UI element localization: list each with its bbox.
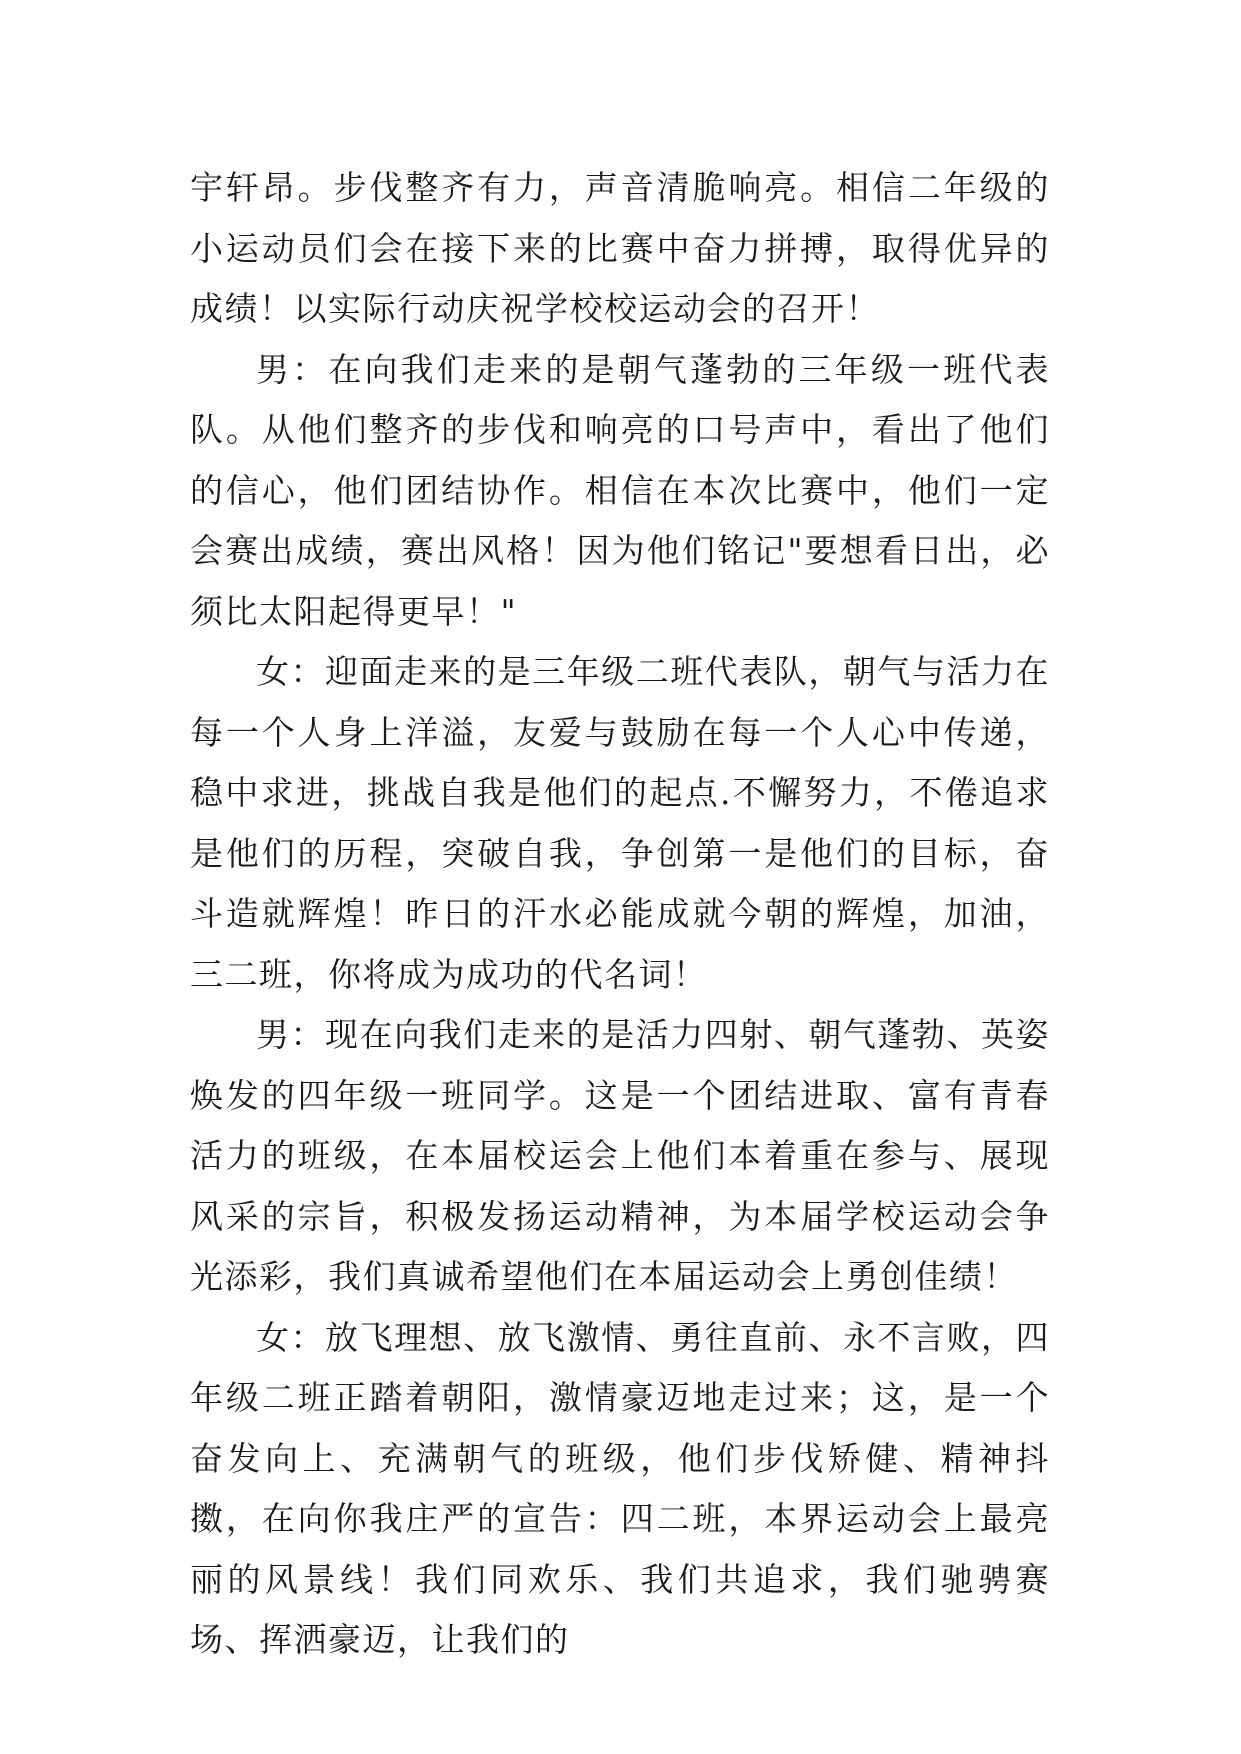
paragraph-continued: 宇轩昂。步伐整齐有力，声音清脆响亮。相信二年级的小运动员们会在接下来的比赛中奋力拼搏，取得优异的成绩！以实际行动庆祝学校校运动会的召开！ xyxy=(190,168,1050,328)
paragraph-female-host-grade4-class2: 女：放飞理想、放飞激情、勇往直前、永不言败，四年级二班正踏着朝阳，激情豪迈地走过来；这，是一个奋发向上、充满朝气的班级，他们步伐矫健、精神抖擞，在向你我庄严的宣告：四二班，本界运动会上最亮丽的风景线！我们同欢乐、我们共追求，我们驰骋赛场、挥洒豪迈，让我们的 xyxy=(190,1317,1050,1659)
paragraph-male-host-grade3-class1: 男：在向我们走来的是朝气蓬勃的三年级一班代表队。从他们整齐的步伐和响亮的口号声中，看出了他们的信心，他们团结协作。相信在本次比赛中，他们一定会赛出成绩，赛出风格！因为他们铭记"要想看日出，必须比太阳起得更早！" xyxy=(190,349,1050,631)
paragraph-male-host-grade4-class1: 男：现在向我们走来的是活力四射、朝气蓬勃、英姿焕发的四年级一班同学。这是一个团结进取、富有青春活力的班级，在本届校运会上他们本着重在参与、展现风采的宗旨，积极发扬运动精神，为本届学校运动会争光添彩，我们真诚希望他们在本届运动会上勇创佳绩！ xyxy=(190,1015,1050,1296)
document-body xyxy=(190,158,1050,1671)
paragraph-female-host-grade3-class2: 女：迎面走来的是三年级二班代表队，朝气与活力在每一个人身上洋溢，友爱与鼓励在每一个人心中传递，稳中求进，挑战自我是他们的起点.不懈努力，不倦追求是他们的历程，突破自我，争创第一是他们的目标，奋斗造就辉煌！昨日的汗水必能成就今朝的辉煌，加油， 三二班，你将成为成功的代名词！ xyxy=(190,652,1050,994)
